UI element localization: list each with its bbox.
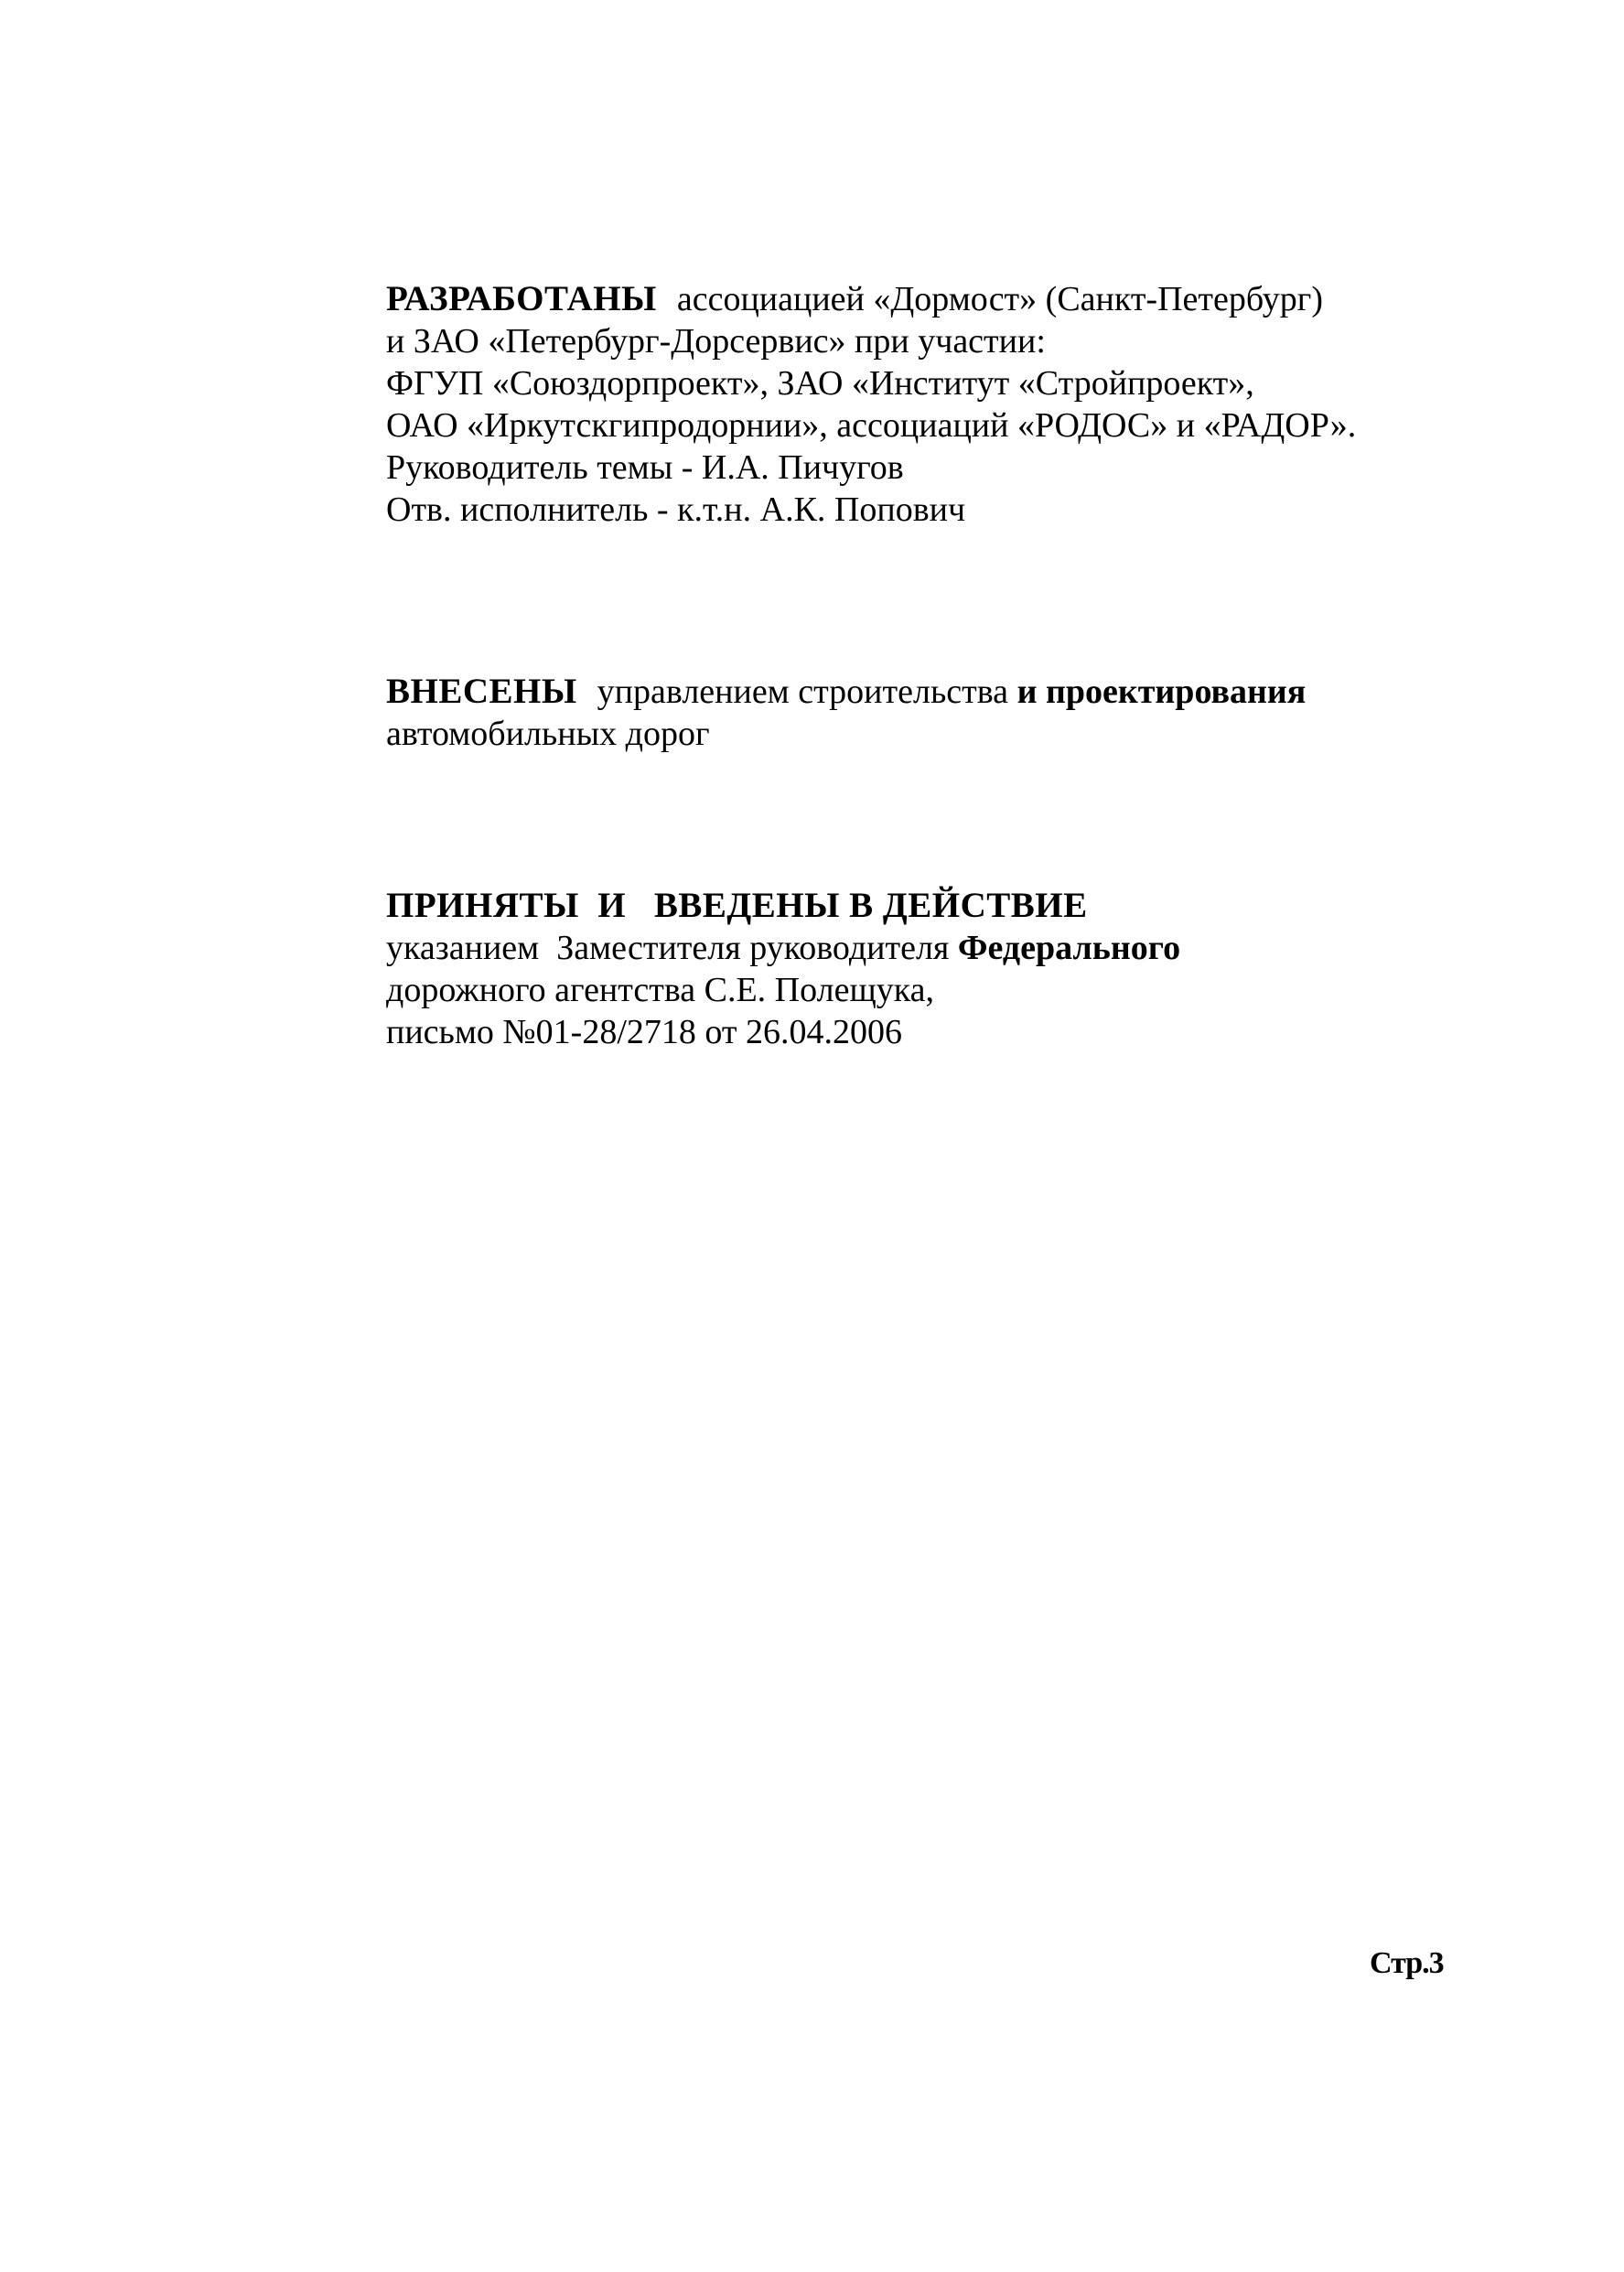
- submitted-first-line-bold-text: и проектирования: [1016, 673, 1307, 711]
- adopted-first-line-text: указанием Заместителя руководителя: [386, 929, 958, 967]
- adopted-letter-line: письмо №01-28/2718 от 26.04.2006: [386, 1013, 902, 1051]
- adopted-section: [386, 885, 1180, 1053]
- responsible-executor-line: Отв. исполнитель - к.т.н. А.К. Попович: [386, 490, 966, 529]
- developed-section: [386, 278, 1356, 531]
- developed-heading: РАЗРАБОТАНЫ: [386, 279, 657, 318]
- adopted-second-line: дорожного агентства С.Е. Полещука,: [386, 971, 934, 1009]
- submitted-heading: ВНЕСЕНЫ: [386, 672, 577, 711]
- developed-first-line-text: ассоциацией «Дормост» (Санкт-Петербург): [676, 280, 1323, 318]
- submitted-section: [386, 671, 1306, 755]
- page-number: Стр.3: [1370, 1946, 1444, 1980]
- topic-leader-line: Руководитель темы - И.А. Пичугов: [386, 448, 904, 487]
- developed-first-line: [386, 278, 1356, 320]
- developed-line: ОАО «Иркутскгипродорнии», ассоциаций «РОДОС» и «РАДОР».: [386, 406, 1357, 445]
- submitted-second-line: автомобильных дорог: [386, 715, 710, 753]
- developed-line: и ЗАО «Петербург-Дорсервис» при участии:: [386, 322, 1046, 361]
- submitted-first-line-text: управлением строительства: [597, 673, 1017, 711]
- adopted-first-line: [386, 927, 1180, 969]
- submitted-first-line: [386, 671, 1306, 713]
- developed-line: ФГУП «Союздорпроект», ЗАО «Институт «Стройпроект»,: [386, 364, 1254, 403]
- adopted-first-line-bold-text: Федерального: [957, 929, 1181, 967]
- adopted-heading: ПРИНЯТЫ И ВВЕДЕНЫ В ДЕЙСТВИЕ: [386, 886, 1088, 925]
